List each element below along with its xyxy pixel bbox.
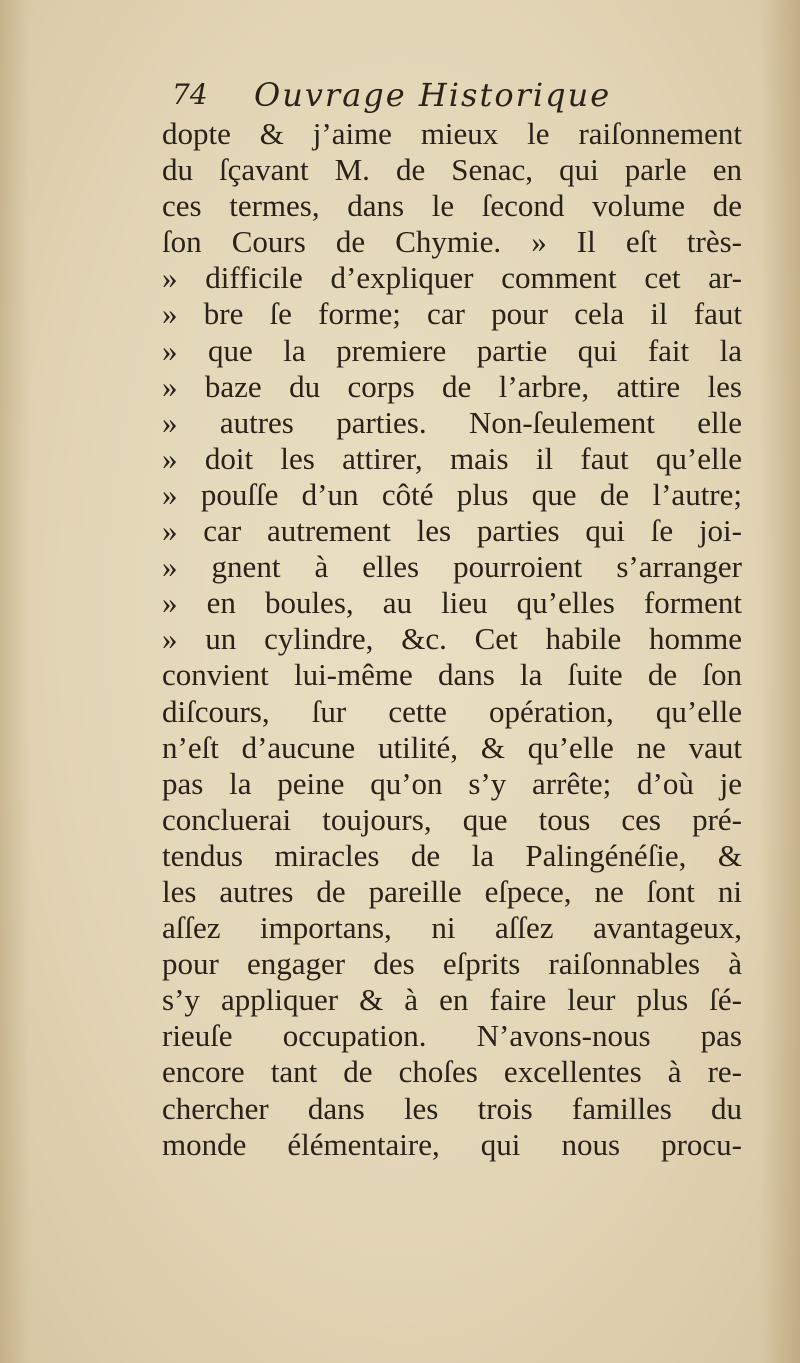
text-line: n’eſt d’aucune utilité, & qu’elle ne vaut — [162, 729, 742, 765]
text-line: chercher dans les trois familles du — [162, 1090, 742, 1126]
text-line: ces termes, dans le ſecond volume de — [162, 188, 742, 224]
text-line: tendus miracles de la Palingénéſie, & — [162, 837, 742, 873]
text-line: » baze du corps de l’arbre, attire les — [162, 368, 742, 404]
text-line: » difficile d’expliquer comment cet ar- — [162, 260, 742, 296]
text-line: » un cylindre, &c. Cet habile homme — [162, 621, 742, 657]
text-line: diſcours, ſur cette opération, qu’elle — [162, 693, 742, 729]
text-line: du ſçavant M. de Senac, qui parle en — [162, 152, 742, 188]
text-line: encore tant de choſes excellentes à re- — [162, 1054, 742, 1090]
text-line: monde élémentaire, qui nous procu- — [162, 1126, 742, 1162]
page-header — [172, 74, 672, 118]
text-line: s’y appliquer & à en faire leur plus ſé- — [162, 982, 742, 1018]
text-line: » autres parties. Non-ſeulement elle — [162, 404, 742, 440]
text-line: » doit les attirer, mais il faut qu’elle — [162, 440, 742, 476]
text-line: ſon Cours de Chymie. » Il eſt très- — [162, 224, 742, 260]
text-line: » gnent à elles pourroient s’arranger — [162, 549, 742, 585]
text-line: pour engager des eſprits raiſonnables à — [162, 946, 742, 982]
text-line: rieuſe occupation. N’avons-nous pas — [162, 1018, 742, 1054]
page-shadow-left — [0, 0, 30, 1363]
text-line: » en boules, au lieu qu’elles forment — [162, 585, 742, 621]
text-line: » que la premiere partie qui fait la — [162, 332, 742, 368]
text-line: concluerai toujours, que tous ces pré- — [162, 801, 742, 837]
text-line: convient lui-même dans la ſuite de ſon — [162, 657, 742, 693]
text-line: » bre ſe forme; car pour cela il faut — [162, 296, 742, 332]
body-text — [162, 116, 742, 1163]
text-line: » car autrement les parties qui ſe joi- — [162, 513, 742, 549]
text-line: dopte & j’aime mieux le raiſonnement — [162, 116, 742, 151]
page-shadow-right — [760, 0, 800, 1363]
text-line: pas la peine qu’on s’y arrête; d’où je — [162, 765, 742, 801]
running-title: Ouvrage Historique — [254, 76, 612, 114]
page-number: 74 — [172, 78, 208, 111]
text-line: aſſez importans, ni aſſez avantageux, — [162, 910, 742, 946]
text-line: les autres de pareille eſpece, ne ſont ni — [162, 873, 742, 909]
text-line: » pouſſe d’un côté plus que de l’autre; — [162, 476, 742, 512]
